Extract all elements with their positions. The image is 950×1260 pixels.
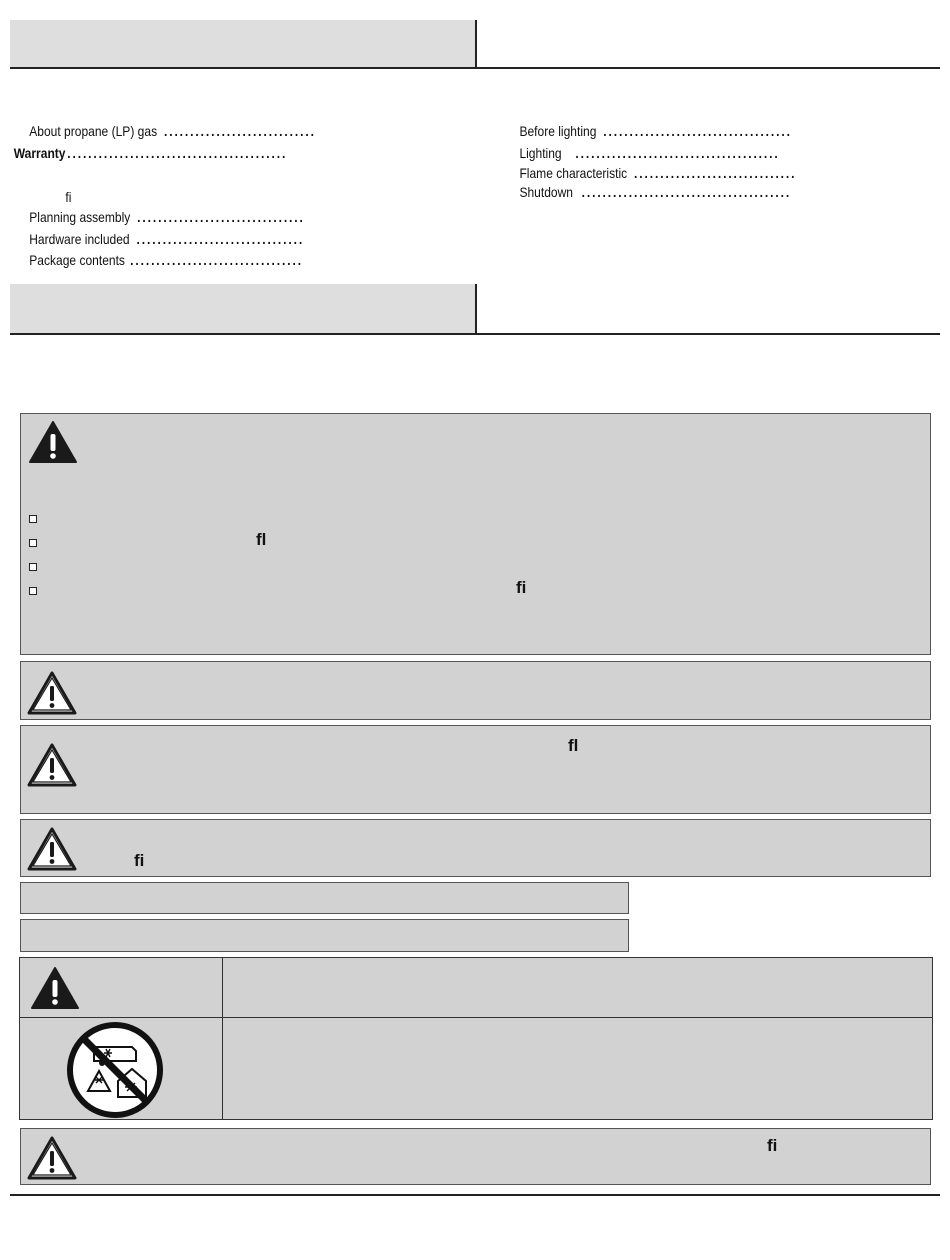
toc-item-label: Package contents [29,252,125,268]
toc-leader: ....................................... [575,145,780,161]
checkbox-bullet [29,563,37,571]
warning-triangle-solid-icon [30,966,80,1010]
notice-bar [20,882,629,914]
toc-item[interactable] [29,252,303,270]
toc-item[interactable] [14,145,287,163]
toc-item[interactable] [29,209,305,227]
header-shaded-box [10,20,476,67]
section-header-divider [475,284,477,334]
toc-item-label: Shutdown [519,184,574,200]
warning-triangle-outline-icon [26,826,78,872]
checkbox-bullet [29,539,37,547]
toc-leader: ........................................ [581,184,792,200]
warning-triangle-outline-icon [26,742,78,788]
danger-table-text-cell [223,1018,932,1119]
toc-item[interactable] [519,184,791,202]
toc-leader: ................................ [136,231,305,247]
section-header-shaded-box [10,284,476,333]
danger-panel [20,413,931,655]
ligature-glyph: fi [134,851,145,870]
ligature-glyph: fl [256,530,267,549]
toc-leader: ................................ [137,209,305,225]
no-indoor-use-icon [66,1021,164,1119]
footer-rule [10,1194,940,1196]
toc-item[interactable] [519,123,791,141]
checkbox-bullet [29,515,37,523]
warning-panel [20,661,931,720]
toc-item[interactable] [519,145,779,163]
toc-item[interactable] [29,123,316,141]
toc-leader: .................................... [603,123,792,139]
header-divider [475,20,477,69]
warning-triangle-outline-icon [26,670,78,716]
toc-leader: ............................... [634,165,797,181]
warning-panel [20,725,931,814]
toc-leader: .......................................... [67,145,288,161]
toc-item[interactable] [519,165,796,183]
toc-item-label: Lighting [519,145,562,161]
toc-item-label: fi [65,189,72,205]
ligature-glyph: fi [767,1136,778,1155]
notice-bar [20,919,629,952]
toc-item[interactable] [29,231,304,249]
warning-triangle-outline-icon [26,1135,78,1181]
toc-item-label: Warranty [13,145,66,161]
ligature-glyph: fl [568,736,579,755]
ligature-glyph: fi [516,578,527,597]
toc-item-label: Flame characteristic [519,165,628,181]
section-header-rule [10,333,940,335]
toc-item-label: Before lighting [519,123,597,139]
toc-item-label: Hardware included [29,231,130,247]
toc-item [65,189,71,207]
toc-leader: ............................. [163,123,316,139]
warning-panel [20,819,931,877]
toc-leader: ................................. [130,252,303,268]
danger-table-text-cell [223,958,932,1018]
danger-table-icon-cell [20,1018,223,1119]
danger-table-icon-cell [20,958,223,1018]
warning-panel [20,1128,931,1185]
header-rule [10,67,940,69]
checkbox-bullet [29,587,37,595]
warning-triangle-solid-icon [28,420,78,464]
toc-item-label: Planning assembly [29,209,131,225]
danger-table [19,957,933,1120]
toc-item-label: About propane (LP) gas [29,123,158,139]
